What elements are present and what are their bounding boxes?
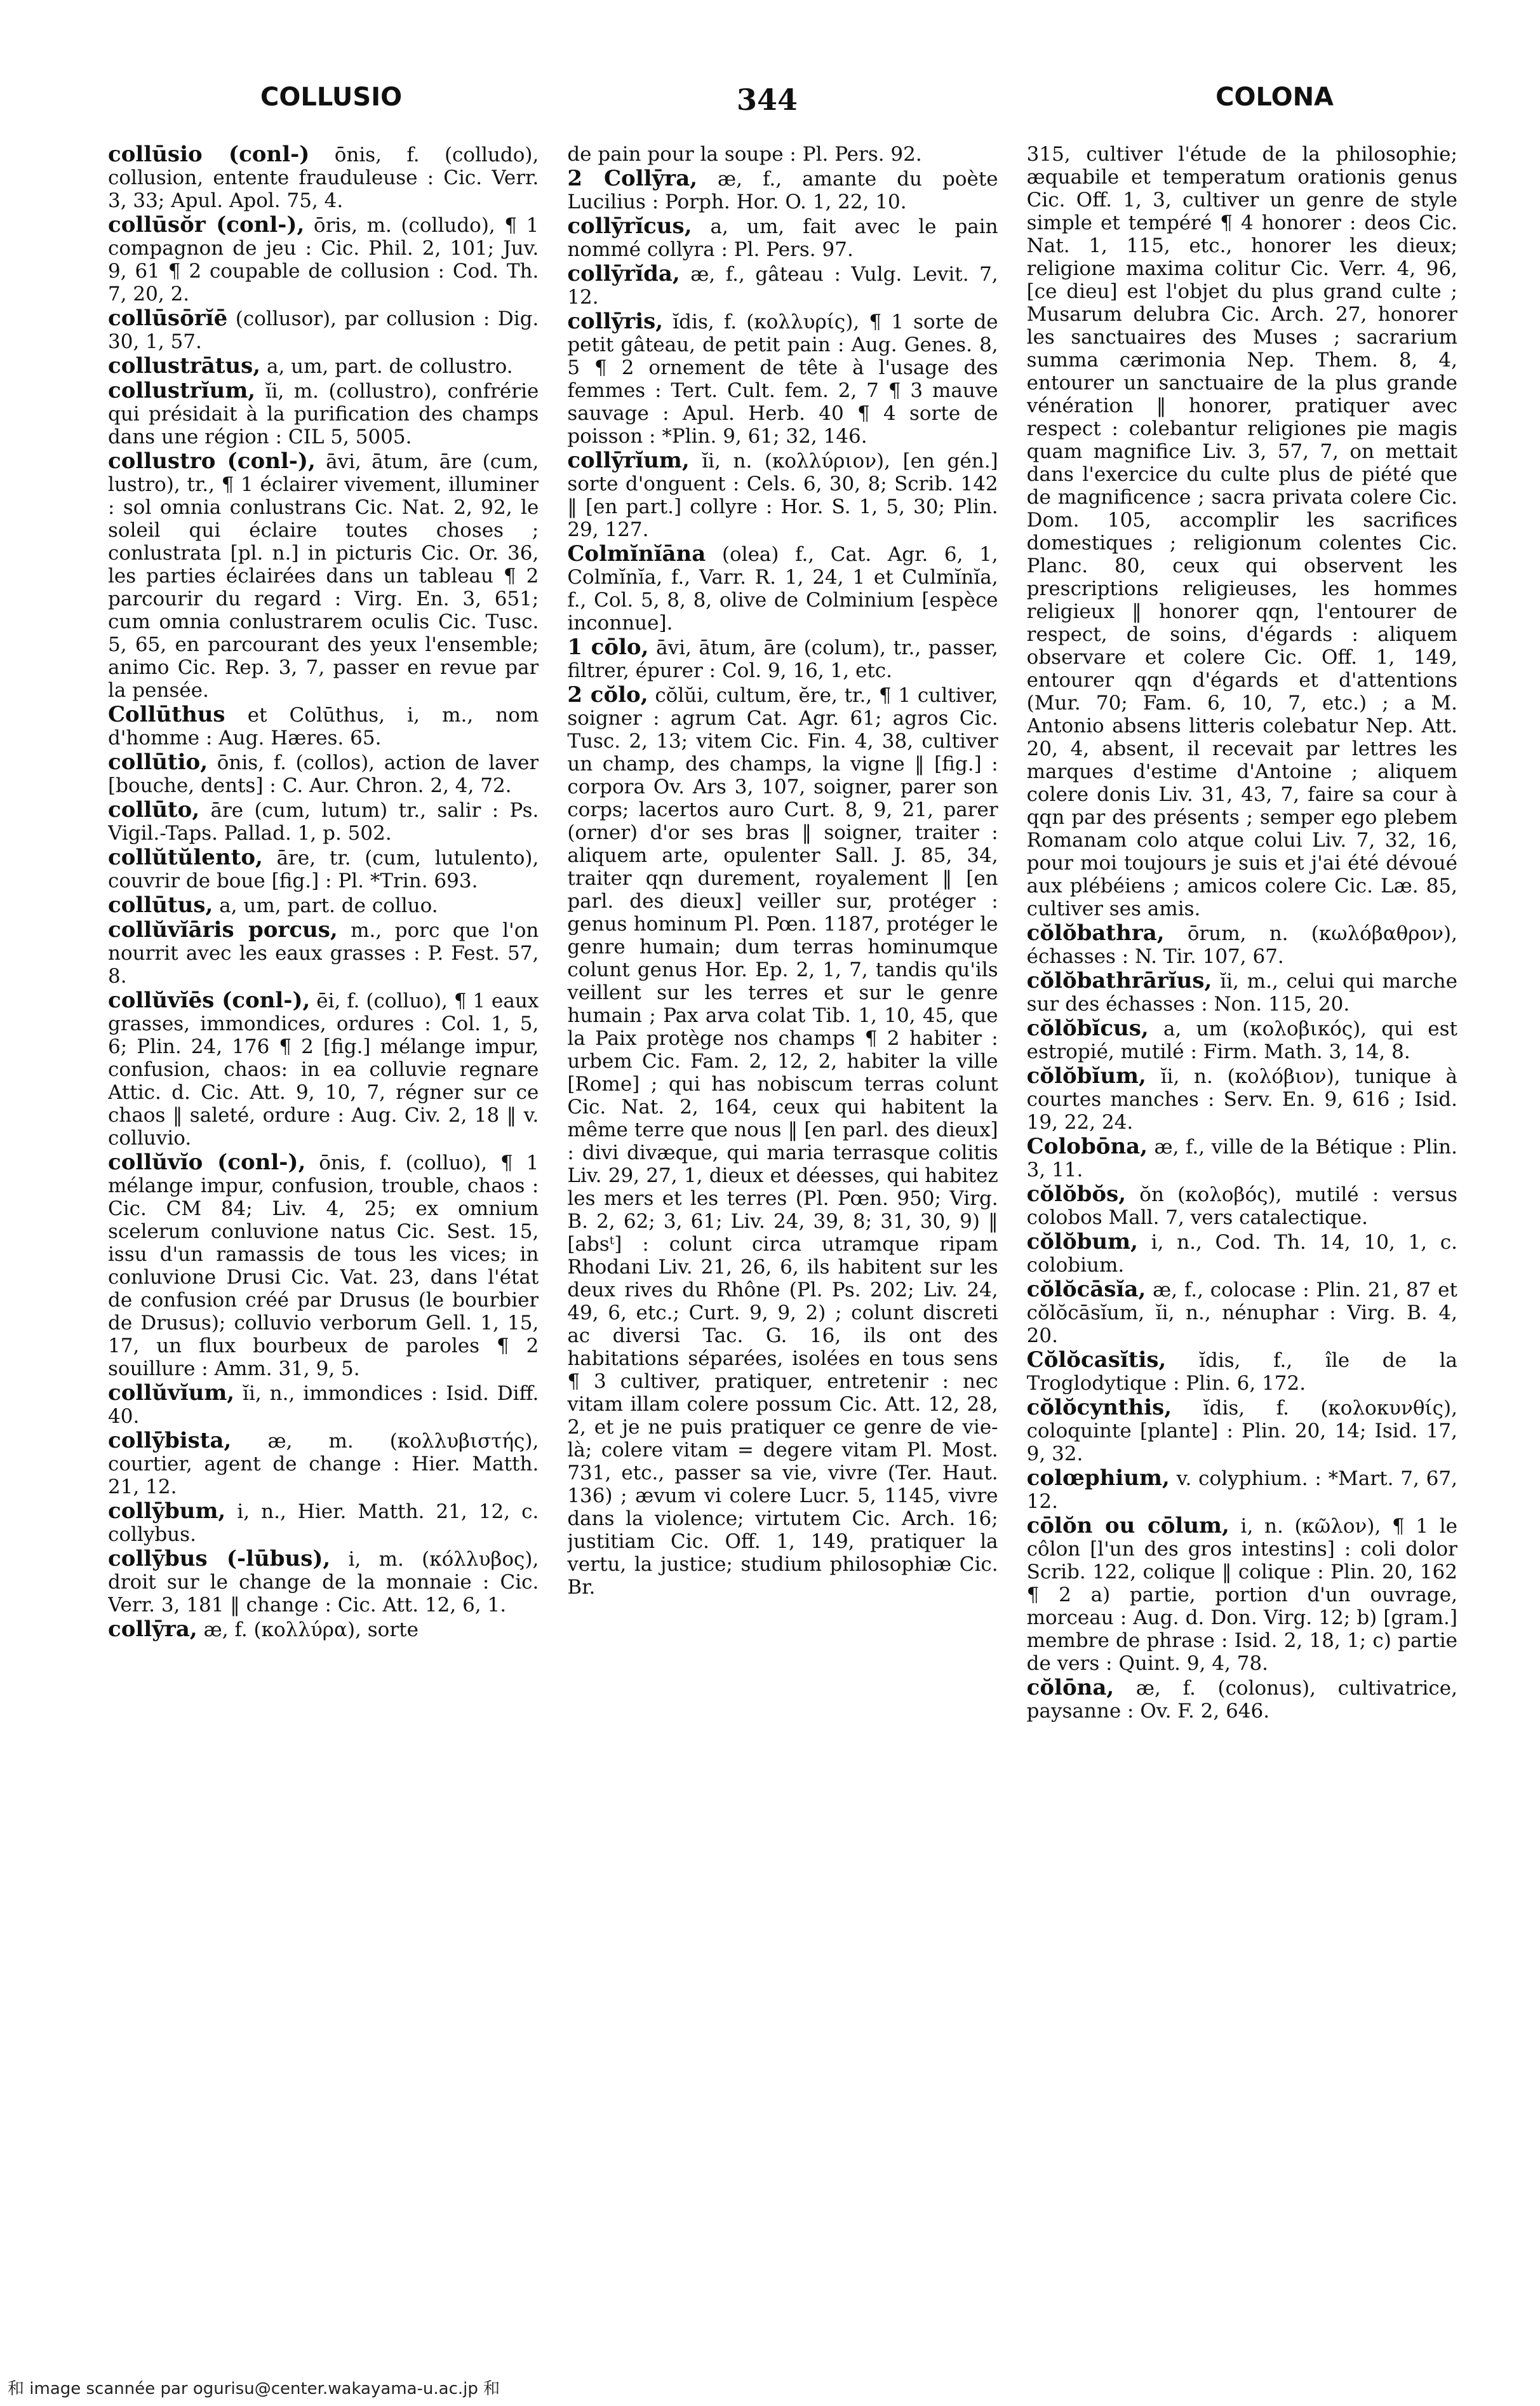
entry-definition: æ, f., amante du poète Lucilius : Porph. Hor. O. 1, 22, 10. xyxy=(567,168,998,213)
dictionary-entry xyxy=(1027,1135,1457,1181)
entry-definition: i, m. (κόλλυβος), droit sur le change de la monnaie : Cic. Verr. 3, 181 ‖ change : Cic. Att. 12, 6, 1. xyxy=(108,1548,539,1616)
dictionary-entry xyxy=(108,846,539,892)
dictionary-entry xyxy=(1027,1467,1457,1513)
entry-definition: ĭi, n. (κολόβιον), tunique à courtes manches : Serv. En. 9, 616 ; Isid. 19, 22, 24. xyxy=(1026,1065,1457,1134)
scan-footer xyxy=(0,2376,1540,2401)
entry-definition: v. colyphium. : *Mart. 7, 67, 12. xyxy=(1026,1467,1457,1513)
entry-lemma: collustro (conl-), xyxy=(108,448,316,474)
dictionary-entry xyxy=(1027,1183,1457,1229)
entry-lemma: cŏlŏbĭcus, xyxy=(1026,1016,1149,1041)
entry-definition: āre, tr. (cum, lutulento), couvrir de boue [fig.] : Pl. *Trin. 693. xyxy=(108,847,539,892)
entry-definition: cŏlŭi, cultum, ĕre, tr., ¶ 1 cultiver, soigner : agrum Cat. Agr. 61; agros Cic. Tusc. 2, 13; vitem Cic. Fin. 4, 38, cultiver un champ, des champs, la vigne ‖ [fig.] : corpora Ov. Ars 3, 107, soigner, parer son corps; lacertos auro Curt. 8, 9, 21, parer (orner) d'or ses bras ‖ soigner, traiter : aliquem arte, opulenter Sall. J. 85, 34, traiter qqn durement, royalement ‖ [en parl. des dieux] veiller sur, protéger : genus hominum Pl. Pœn. 1187, protéger le genre humain; dum terras hominumque colunt genus Hor. Ep. 2, 1, 7, tandis qu'ils veillent sur les terres et sur le genre humain ; Pax arva colat Tib. 1, 10, 45, que la Paix protège nos champs ¶ 2 habiter : urbem Cic. Fam. 2, 12, 2, habiter la ville [Rome] ; qui has nobiscum terras colunt Cic. Nat. 2, 164, ceux qui habitent la même terre que nous ‖ [en parl. des dieux] : divi divæque, qui maria terrasque colitis Liv. 29, 27, 1, dieux et déesses, qui habitez les mers et les terres (Pl. Pœn. 950; Virg. B. 2, 62; 3, 61; Liv. 24, 39, 8; 31, 30, 9) ‖ [absᵗ] : colunt circa utramque ripam Rhodani Liv. 21, 26, 6, ils habitent sur les deux rives du Rhône (Pl. Ps. 202; Liv. 24, 49, 6, etc.; Curt. 9, 9, 2) ; colunt discreti ac diversi Tac. G. 16, ils ont des habitations séparées, isolées en tous sens ¶ 3 cultiver, pratiquer, entretenir : nec vitam illam colere possum Cic. Att. 12, 28, 2, et je ne puis pratiquer ce genre de vie-là; colere vitam = degere vitam Pl. Most. 731, etc., passer sa vie, vivre (Ter. Haut. 136) ; ævum vi colere Lucr. 5, 1145, vivre dans la violence; virtutem Cic. Arch. 16; justitiam Cic. Off. 1, 149, pratiquer la vertu, la justice; studium philosophiæ Cic. Br. xyxy=(567,684,998,1599)
dictionary-entry xyxy=(108,989,539,1150)
entry-lemma: collȳbus (-lūbus), xyxy=(108,1546,331,1571)
dictionary-entry xyxy=(1027,1348,1457,1395)
entry-lemma: collŭvĭēs (conl-), xyxy=(108,988,311,1013)
entry-lemma: collŭvĭo (conl-), xyxy=(108,1150,306,1175)
dictionary-entry xyxy=(108,354,539,378)
entry-definition: ĭi, m. (collustro), confrérie qui présidait à la purification des champs dans une région : CIL 5, 5005. xyxy=(108,380,539,448)
entry-definition: m., porc que l'on nourrit avec les eaux grasses : P. Fest. 57, 8. xyxy=(108,919,539,988)
entry-definition: æ, f., colocase : Plin. 21, 87 et cŏlŏcāsĭum, ĭi, n., nénuphar : Virg. B. 4, 20. xyxy=(1026,1279,1457,1347)
dictionary-entry xyxy=(108,751,539,797)
header-right-word: COLONA xyxy=(1215,83,1334,112)
entry-lemma: collūsŏr (conl-), xyxy=(108,212,305,238)
entry-lemma: collŭvĭāris porcus, xyxy=(108,917,338,943)
entry-definition: æ, f., gâteau : Vulg. Levit. 7, 12. xyxy=(567,263,998,309)
dictionary-entry xyxy=(108,450,539,702)
dictionary-entry xyxy=(567,449,998,541)
entry-lemma: cŏlŏbĭum, xyxy=(1026,1063,1146,1089)
entry-definition: a, um, fait avec le pain nommé collyra : Pl. Pers. 97. xyxy=(567,215,998,261)
entry-definition: i, n., Cod. Th. 14, 10, 1, c. colobium. xyxy=(1026,1231,1457,1277)
dictionary-entry xyxy=(108,703,539,749)
header-left-word: COLLUSIO xyxy=(260,83,403,112)
entry-lemma: collustrĭum, xyxy=(108,378,256,403)
entry-lemma: Collūthus xyxy=(108,702,225,727)
page-number: 344 xyxy=(737,83,798,117)
dictionary-entry xyxy=(108,143,539,212)
entry-definition: æ, m. (κολλυβιστής), courtier, agent de change : Hier. Matth. 21, 12. xyxy=(108,1430,539,1498)
entry-lemma: Cŏlŏcasĭtis, xyxy=(1026,1347,1167,1373)
entry-definition: et Colūthus, i, m., nom d'homme : Aug. Hæres. 65. xyxy=(108,704,539,749)
dictionary-entry xyxy=(1027,1514,1457,1675)
entry-lemma: 2 cŏlo, xyxy=(567,682,648,708)
entry-lemma: collŭtŭlento, xyxy=(108,845,263,870)
dictionary-entry xyxy=(108,1151,539,1380)
entry-definition: āvi, ātum, āre (colum), tr., passer, filtrer, épurer : Col. 9, 16, 1, etc. xyxy=(567,636,998,682)
dictionary-entry xyxy=(567,683,998,1599)
dictionary-entry xyxy=(108,798,539,845)
entry-lemma: collȳbista, xyxy=(108,1428,232,1453)
entry-definition: ōnis, f. (colluo), ¶ 1 mélange impur, confusion, trouble, chaos : Cic. CM 84; Liv. 4, 25; ex omnium scelerum conluvione natus Cic. Sest. 15, issu d'un ramassis de tous les vices; in conluvione Drusi Cic. Vat. 23, dans l'état de confusion créé par Drusus (le bourbier de Drusus); colluvio verborum Gell. 1, 15, 17, un flux bourbeux de paroles ¶ 2 souillure : Amm. 31, 9, 5. xyxy=(108,1152,539,1380)
entry-lemma: cŏlŏbum, xyxy=(1026,1229,1138,1254)
entry-definition: ōrum, n. (κωλόβαθρον), échasses : N. Tir. 107, 67. xyxy=(1026,922,1457,968)
dictionary-entry xyxy=(108,1429,539,1498)
entry-definition: a, um, part. de collustro. xyxy=(266,355,513,378)
dictionary-entry xyxy=(567,542,998,635)
entry-lemma: collustrātus, xyxy=(108,353,261,379)
dictionary-entry xyxy=(108,1618,539,1641)
entry-definition: ĭdis, f. (κολοκυνθίς), coloquinte [plante] : Plin. 20, 14; Isid. 17, 9, 32. xyxy=(1026,1397,1457,1465)
entry-lemma: cŏlŏcāsĭa, xyxy=(1026,1277,1146,1302)
dictionary-entry xyxy=(567,636,998,682)
dictionary-entry xyxy=(108,894,539,917)
entry-lemma: Colobōna, xyxy=(1026,1134,1148,1159)
entry-definition: i, n. (κῶλον), ¶ 1 le côlon [l'un des gros intestins] : coli dolor Scrib. 122, colique ‖ colique : Plin. 20, 162 ¶ 2 a) partie, portion d'un ouvrage, morceau : Aug. d. Don. Virg. 12; b) [gram.] membre de phrase : Isid. 2, 18, 1; c) partie de vers : Quint. 9, 4, 78. xyxy=(1026,1515,1457,1675)
entry-definition: āvi, ātum, āre (cum, lustro), tr., ¶ 1 éclairer vivement, illuminer : sol omnia conlustrans Cic. Nat. 2, 92, le soleil qui éclaire toutes choses ; conlustrata [pl. n.] in picturis Cic. Or. 36, les parties éclairées dans un tableau ¶ 2 parcourir du regard : Virg. En. 3, 651; cum omnia conlustrarem oculis Cic. Tusc. 5, 65, en parcourant des yeux l'ensemble; animo Cic. Rep. 3, 7, passer en revue par la pensée. xyxy=(108,450,539,702)
entry-definition: ĭdis, f., île de la Troglodytique : Plin. 6, 172. xyxy=(1026,1349,1457,1395)
dictionary-entry xyxy=(567,215,998,261)
entry-lemma: collȳrĭum, xyxy=(567,448,690,473)
entry-definition: 315, cultiver l'étude de la philosophie; æquabile et temperatum orationis genus Cic. Off. 1, 3, cultiver un genre de style simple et tempéré ¶ 4 honorer : deos Cic. Nat. 1, 115, etc., honorer les dieux; religione maxima colitur Cic. Verr. 4, 96, [ce dieu] est l'objet du plus grand culte ; Musarum delubra Cic. Arch. 27, honorer les sanctuaires des Muses ; sacrarium summa cærimonia Nep. Them. 8, 4, entourer un sanctuaire de la plus grande vénération ‖ honorer, pratiquer avec respect : colebantur religiones pie magis quam magnifice Liv. 3, 57, 7, on mettait dans l'exercice du culte plus de piété que de magnificence ; sacra privata colere Cic. Dom. 105, accomplir les sacrifices domestiques ; religionum colentes Cic. Planc. 80, ceux qui observent les prescriptions religieuses, les hommes religieux ‖ honorer qqn, l'entourer de respect, de soins, d'égards : aliquem observare et colere Cic. Off. 1, 149, entourer qqn d'égards et d'attentions (Mur. 70; Fam. 6, 10, 7, etc.) ; a M. Antonio absens litteris colebatur Nep. Att. 20, 4, absent, il recevait par lettres les marques d'estime d'Antoine ; aliquem colere donis Liv. 31, 43, 7, faire sa cour à qqn par des présents ; semper ego plebem Romanam colo atque colui Liv. 7, 32, 16, pour moi toujours je suis et j'ai été dévoué aux plébéiens ; amicos colere Cic. Læ. 85, cultiver ses amis. xyxy=(1026,143,1457,920)
dictionary-entry xyxy=(108,1500,539,1546)
dictionary-entry xyxy=(1027,143,1457,920)
entry-definition: ōris, m. (colludo), ¶ 1 compagnon de jeu : Cic. Phil. 2, 101; Juv. 9, 61 ¶ 2 coupable de collusion : Cod. Th. 7, 20, 2. xyxy=(108,214,539,306)
entry-definition: ōnis, f. (colludo), collusion, entente frauduleuse : Cic. Verr. 3, 33; Apul. Apol. 75, 4. xyxy=(108,144,539,212)
entry-lemma: collȳra, xyxy=(108,1616,198,1642)
entry-definition: ĭi, m., celui qui marche sur des échasses : Non. 115, 20. xyxy=(1026,970,1457,1016)
entry-definition: āre (cum, lutum) tr., salir : Ps. Vigil.-Taps. Pallad. 1, p. 502. xyxy=(108,799,539,845)
dictionary-entry xyxy=(1027,1230,1457,1277)
entry-lemma: cŏlōna, xyxy=(1026,1675,1115,1700)
entry-lemma: collȳrĭda, xyxy=(567,261,680,286)
entry-definition: ōnis, f. (collos), action de laver [bouche, dents] : C. Aur. Chron. 2, 4, 72. xyxy=(108,751,539,797)
entry-definition: a, um, part. de colluo. xyxy=(219,894,438,917)
entry-lemma: 1 cōlo, xyxy=(567,635,649,660)
dictionary-entry xyxy=(567,143,998,166)
dictionary-entry xyxy=(567,262,998,309)
column-1 xyxy=(108,143,539,2360)
entry-lemma: cŏlŏbŏs, xyxy=(1026,1181,1127,1207)
column-2 xyxy=(567,143,998,2360)
dictionary-entry xyxy=(108,307,539,353)
entry-definition: ĭi, n., immondices : Isid. Diff. 40. xyxy=(108,1382,539,1428)
dictionary-entry xyxy=(1027,1278,1457,1347)
entry-definition: (collusor), par collusion : Dig. 30, 1, 57. xyxy=(108,307,539,353)
scan-credit: 和 image scannée par ogurisu@center.wakayama-u.ac.jp 和 xyxy=(8,2379,500,2398)
dictionary-entry xyxy=(567,167,998,213)
entry-definition: ĭdis, f. (κολλυρίς), ¶ 1 sorte de petit gâteau, de petit pain : Aug. Genes. 8, 5 ¶ 2 ornement de tête à l'usage des femmes : Tert. Cult. fem. 2, 7 ¶ 3 mauve sauvage : Apul. Herb. 40 ¶ 4 sorte de poisson : *Plin. 9, 61; 32, 146. xyxy=(567,311,998,448)
entry-lemma: collȳbum, xyxy=(108,1498,226,1524)
entry-definition: a, um (κολοβικός), qui est estropié, mutilé : Firm. Math. 3, 14, 8. xyxy=(1026,1018,1457,1063)
dictionary-entry xyxy=(108,1381,539,1428)
entry-definition: æ, f., ville de la Bétique : Plin. 3, 11. xyxy=(1026,1136,1457,1181)
dictionary-entry xyxy=(108,213,539,306)
dictionary-entry xyxy=(1027,1017,1457,1063)
entry-lemma: cŏlŏbathra, xyxy=(1026,920,1165,946)
dictionary-entry xyxy=(1027,1065,1457,1134)
text-columns xyxy=(108,143,1457,2360)
entry-definition: de pain pour la soupe : Pl. Pers. 92. xyxy=(567,143,922,166)
dictionary-entry xyxy=(567,310,998,448)
entry-definition: (olea) f., Cat. Agr. 6, 1, Colmĭnĭa, f., Varr. R. 1, 24, 1 et Culmĭnĭa, f., Col. 5, 8, 8, olive de Colminium [espèce inconnue]. xyxy=(567,543,998,635)
entry-lemma: Colmĭnĭāna xyxy=(567,541,706,567)
entry-lemma: cōlŏn ou cōlum, xyxy=(1026,1513,1229,1538)
dictionary-entry xyxy=(1027,1396,1457,1465)
dictionary-entry xyxy=(1027,969,1457,1016)
entry-lemma: cŏlŏbathrārĭus, xyxy=(1026,968,1212,993)
entry-lemma: collūtus, xyxy=(108,892,213,918)
entry-lemma: colœphium, xyxy=(1026,1465,1170,1491)
entry-lemma: collŭvĭum, xyxy=(108,1380,235,1406)
entry-lemma: 2 Collȳra, xyxy=(567,166,698,191)
entry-lemma: collūsōrĭē xyxy=(108,306,228,331)
column-3 xyxy=(1027,143,1457,2360)
dictionary-entry xyxy=(1027,922,1457,968)
dictionary-entry xyxy=(108,918,539,988)
entry-definition: ŏn (κολοβός), mutilé : versus colobos Mall. 7, vers catalectique. xyxy=(1026,1183,1457,1229)
entry-definition: i, n., Hier. Matth. 21, 12, c. collybus. xyxy=(108,1500,539,1546)
entry-lemma: collȳris, xyxy=(567,309,664,334)
dictionary-entry xyxy=(108,1547,539,1616)
dictionary-entry xyxy=(1027,1676,1457,1723)
entry-definition: æ, f. (colonus), cultivatrice, paysanne : Ov. F. 2, 646. xyxy=(1026,1677,1457,1723)
entry-lemma: cŏlŏcynthis, xyxy=(1026,1395,1172,1420)
entry-definition: æ, f. (κολλύρα), sorte xyxy=(203,1618,418,1641)
running-head xyxy=(0,83,1540,133)
entry-definition: ĭi, n. (κολλύριον), [en gén.] sorte d'onguent : Cels. 6, 30, 8; Scrib. 142 ‖ [en part.] collyre : Hor. S. 1, 5, 30; Plin. 29, 127. xyxy=(567,450,998,541)
entry-lemma: collȳrĭcus, xyxy=(567,213,692,239)
dictionary-entry xyxy=(108,379,539,448)
entry-lemma: collūto, xyxy=(108,797,200,823)
entry-lemma: collūtio, xyxy=(108,749,208,775)
entry-lemma: collūsio (conl-) xyxy=(108,143,310,167)
entry-definition: ēi, f. (colluo), ¶ 1 eaux grasses, immondices, ordures : Col. 1, 5, 6; Plin. 24, 176 ¶ 2 [fig.] mélange impur, confusion, chaos: in ea colluvie regnare Attic. d. Cic. Att. 9, 10, 7, régner sur ce chaos ‖ saleté, ordure : Aug. Civ. 2, 18 ‖ v. colluvio. xyxy=(108,990,539,1150)
